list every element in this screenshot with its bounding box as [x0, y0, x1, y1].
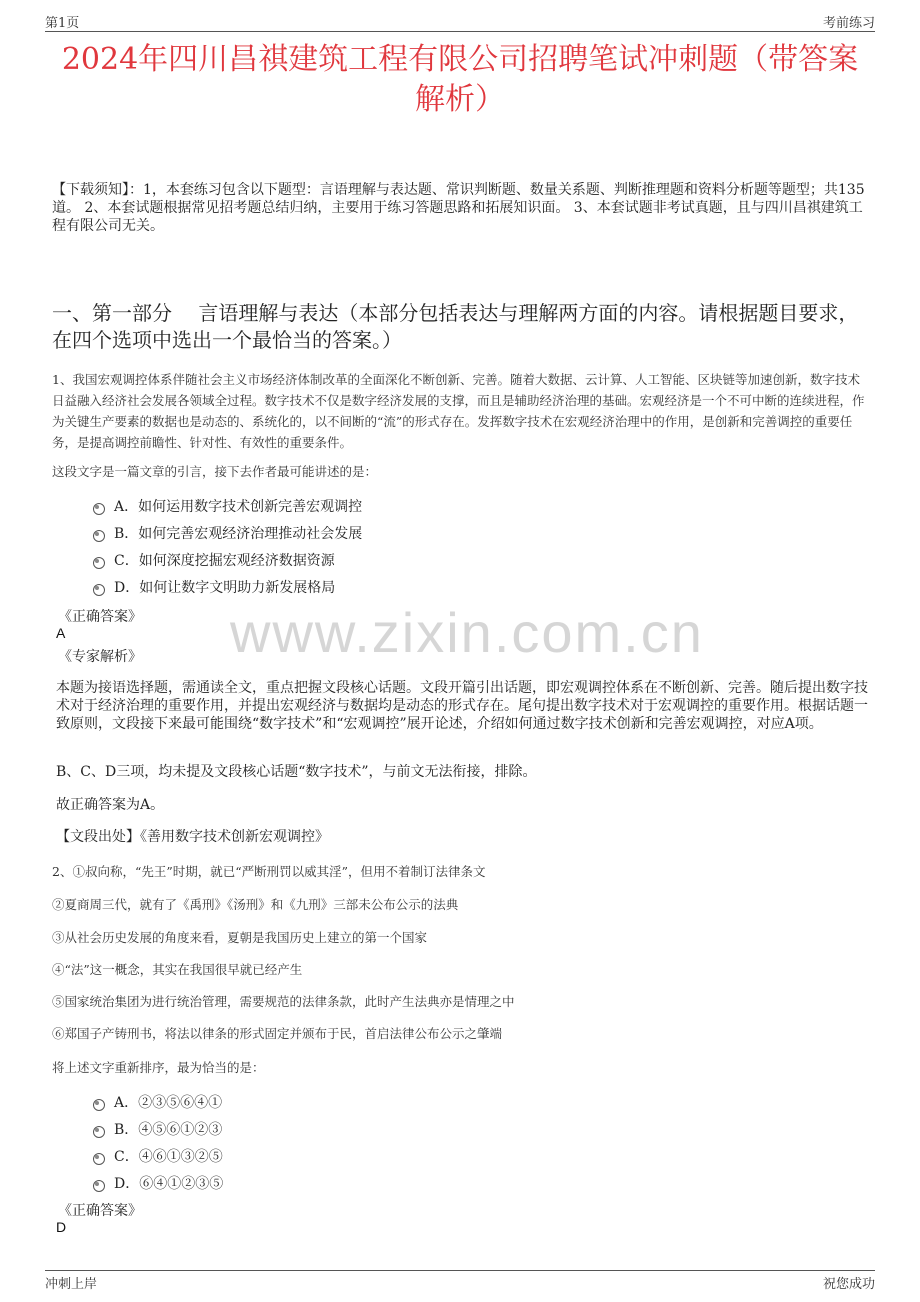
q1-answer-label: 《正确答案》: [58, 609, 142, 625]
radio-icon[interactable]: [93, 530, 105, 542]
page-title: 2024年四川昌祺建筑工程有限公司招聘笔试冲刺题（带答案解析）: [61, 42, 859, 117]
q1-analysis-paragraph-3: 故正确答案为A。: [56, 797, 165, 813]
q2-answer-label: 《正确答案》: [58, 1203, 142, 1219]
option-label: B．④⑤⑥①②③: [114, 1122, 223, 1138]
q2-line-1: 2、①叔向称，“先王”时期，就已“严断刑罚以威其淫”，但用不着制订法律条文: [52, 864, 486, 879]
header-label: 考前练习: [822, 16, 875, 31]
q2-option-d[interactable]: [93, 1173, 223, 1193]
header-divider: [45, 31, 875, 32]
q1-option-c[interactable]: [93, 550, 335, 570]
option-label: D．⑥④①②③⑤: [114, 1176, 224, 1192]
q2-line-4: ④“法”这一概念，其实在我国很早就已经产生: [52, 962, 303, 977]
question-1-prompt: 这段文字是一篇文章的引言，接下去作者最可能讲述的是：: [52, 464, 378, 479]
q1-analysis-paragraph-2: B、C、D三项，均未提及文段核心话题“数字技术”，与前文无法衔接，排除。: [56, 764, 537, 780]
q2-option-b[interactable]: [93, 1119, 222, 1139]
footer-right-label: 祝您成功: [822, 1277, 875, 1292]
footer-divider: [45, 1270, 875, 1271]
q1-answer: A: [56, 625, 66, 641]
question-2-prompt: 将上述文字重新排序，最为恰当的是：: [52, 1060, 265, 1075]
q2-option-c[interactable]: [93, 1146, 223, 1166]
radio-icon[interactable]: [93, 503, 105, 515]
q2-option-a[interactable]: [93, 1092, 222, 1112]
question-1-stem: 1、我国宏观调控体系伴随社会主义市场经济体制改革的全面深化不断创新、完善。随着大数据、云计算、人工智能、区块链等加速创新，数字技术日益融入经济社会发展各领域全过程。数字技术不仅是数字经济发展的支撑，而且是辅助经济治理的基础。宏观经济是一个不可中断的连续进程，作为关键生产要素的数据也是动态的、系统化的，以不间断的“流”的形式存在。发挥数字技术在宏观经济治理中的作用，是创新和完善调控的重要任务，是提高调控前瞻性、针对性、有效性的重要条件。: [52, 372, 865, 450]
section-heading: 一、第一部分 言语理解与表达（本部分包括表达与理解两方面的内容。请根据题目要求，在四个选项中选出一个最恰当的答案。）: [52, 301, 859, 352]
option-label: A．②③⑤⑥④①: [114, 1095, 223, 1111]
option-label: B．如何完善宏观经济治理推动社会发展: [114, 526, 363, 542]
q1-option-b[interactable]: [93, 523, 362, 543]
q1-option-d[interactable]: [93, 577, 335, 597]
option-label: C．如何深度挖掘宏观经济数据资源: [114, 553, 335, 569]
q1-analysis-paragraph-1: 本题为接语选择题，需通读全文，重点把握文段核心话题。文段开篇引出话题，即宏观调控体系在不断创新、完善。随后提出数字技术对于经济治理的重要作用，并提出宏观经济与数据均是动态的形式存在。尾句提出数字技术对于宏观调控的重要作用。根据话题一致原则，文段接下来最可能围绕“数字技术”和“宏观调控”展开论述，介绍如何通过数字技术创新和完善宏观调控，对应A项。: [56, 680, 868, 732]
q1-option-a[interactable]: [93, 496, 362, 516]
radio-icon[interactable]: [93, 1126, 105, 1138]
q2-line-3: ③从社会历史发展的角度来看，夏朝是我国历史上建立的第一个国家: [52, 930, 428, 945]
option-label: A．如何运用数字技术创新完善宏观调控: [114, 499, 363, 515]
radio-icon[interactable]: [93, 557, 105, 569]
radio-icon[interactable]: [93, 584, 105, 596]
radio-icon[interactable]: [93, 1153, 105, 1165]
option-label: C．④⑥①③②⑤: [114, 1149, 223, 1165]
q1-source: 【文段出处】《善用数字技术创新宏观调控》: [56, 829, 329, 845]
radio-icon[interactable]: [93, 1180, 105, 1192]
q1-analysis-label: 《专家解析》: [58, 649, 142, 665]
download-notice: 【下载须知】：1，本套练习包含以下题型：言语理解与表达题、常识判断题、数量关系题、判断推理题和资料分析题等题型；共135道。 2、本套试题根据常见招考题总结归纳，主要用于练习答题思路和拓展知识面。 3、本套试题非考试真题，且与四川昌祺建筑工程有限公司无关。: [52, 182, 865, 234]
q2-answer: D: [56, 1219, 67, 1235]
radio-icon[interactable]: [93, 1099, 105, 1111]
q2-line-6: ⑥郑国子产铸刑书，将法以律条的形式固定并颁布于民，首启法律公布公示之肇端: [52, 1026, 503, 1041]
page-number: 第1页: [45, 16, 80, 31]
q2-line-5: ⑤国家统治集团为进行统治管理，需要规范的法律条款，此时产生法典亦是情理之中: [52, 994, 515, 1009]
watermark: www.zixin.com.cn: [230, 601, 704, 664]
q2-line-2: ②夏商周三代，就有了《禹刑》《汤刑》和《九刑》三部未公布公示的法典: [52, 897, 459, 912]
footer-left-label: 冲刺上岸: [45, 1277, 98, 1292]
option-label: D．如何让数字文明助力新发展格局: [114, 580, 336, 596]
